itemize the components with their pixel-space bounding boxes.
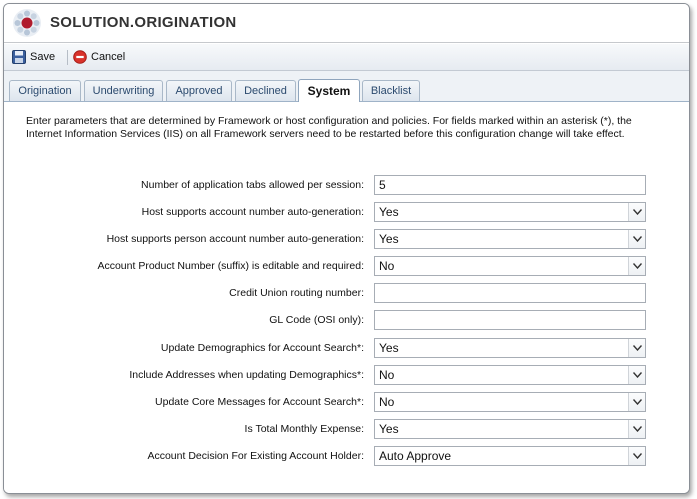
account-autogen-select[interactable] — [374, 202, 646, 222]
chevron-down-icon[interactable] — [628, 230, 645, 248]
chevron-down-icon[interactable] — [628, 393, 645, 411]
total-monthly-expense-select[interactable] — [374, 419, 646, 439]
system-settings-panel — [4, 102, 689, 493]
tab-underwriting[interactable]: Underwriting — [84, 80, 163, 101]
tab-strip — [4, 71, 689, 102]
account-autogen-label: Host supports account number auto-generation: — [141, 206, 364, 218]
product-suffix-select[interactable] — [374, 256, 646, 276]
total-monthly-expense-label: Is Total Monthly Expense: — [244, 423, 364, 435]
toolbar-divider — [67, 50, 68, 65]
save-button-label: Save — [30, 51, 56, 63]
account-decision-label: Account Decision For Existing Account Holder: — [147, 450, 364, 462]
product-suffix-label: Account Product Number (suffix) is editable and required: — [97, 260, 364, 272]
intro-text: Enter parameters that are determined by Framework or host configuration and policies. For fields marked within an asterisk (*), the Internet Information Services (IIS) on all Framework servers need to be restarted before this configuration change will take effect. — [26, 115, 632, 140]
account-decision-value: Auto Approve — [379, 449, 452, 463]
cancel-icon — [73, 50, 87, 64]
update-core-messages-label: Update Core Messages for Account Search*: — [155, 396, 364, 408]
include-addresses-label: Include Addresses when updating Demographics*: — [129, 369, 364, 381]
account-decision-select[interactable] — [374, 446, 646, 466]
person-account-autogen-value: Yes — [379, 232, 399, 246]
update-core-messages-select[interactable] — [374, 392, 646, 412]
account-autogen-value: Yes — [379, 205, 399, 219]
tab-approved[interactable]: Approved — [166, 80, 232, 101]
routing-number-input[interactable] — [374, 283, 646, 303]
tab-system[interactable]: System — [298, 79, 360, 102]
app-logo-icon — [12, 8, 42, 38]
include-addresses-select[interactable] — [374, 365, 646, 385]
tab-origination[interactable]: Origination — [9, 80, 81, 101]
product-suffix-value: No — [379, 259, 395, 273]
gl-code-input[interactable] — [374, 310, 646, 330]
chevron-down-icon[interactable] — [628, 420, 645, 438]
update-core-messages-value: No — [379, 395, 395, 409]
chevron-down-icon[interactable] — [628, 447, 645, 465]
include-addresses-value: No — [379, 368, 395, 382]
gl-code-label: GL Code (OSI only): — [269, 314, 364, 326]
toolbar — [4, 44, 689, 71]
chevron-down-icon[interactable] — [628, 339, 645, 357]
total-monthly-expense-value: Yes — [379, 422, 399, 436]
save-button[interactable] — [12, 48, 55, 66]
cancel-button[interactable] — [73, 48, 125, 66]
chevron-down-icon[interactable] — [628, 203, 645, 221]
app-window — [3, 3, 690, 494]
person-account-autogen-select[interactable] — [374, 229, 646, 249]
update-demographics-select[interactable] — [374, 338, 646, 358]
chevron-down-icon[interactable] — [628, 366, 645, 384]
routing-number-label: Credit Union routing number: — [229, 287, 364, 299]
save-icon — [12, 50, 26, 64]
tabs-allowed-input[interactable] — [374, 175, 646, 195]
tabs-allowed-label: Number of application tabs allowed per session: — [141, 179, 364, 191]
app-title: SOLUTION.ORIGINATION — [50, 14, 237, 31]
chevron-down-icon[interactable] — [628, 257, 645, 275]
tabs-allowed-value: 5 — [379, 178, 386, 192]
update-demographics-label: Update Demographics for Account Search*: — [160, 342, 364, 354]
cancel-button-label: Cancel — [91, 51, 126, 63]
title-bar — [4, 4, 689, 43]
update-demographics-value: Yes — [379, 341, 399, 355]
tab-declined[interactable]: Declined — [235, 80, 296, 101]
tab-blacklist[interactable]: Blacklist — [362, 80, 420, 101]
person-account-autogen-label: Host supports person account number auto-generation: — [106, 233, 364, 245]
